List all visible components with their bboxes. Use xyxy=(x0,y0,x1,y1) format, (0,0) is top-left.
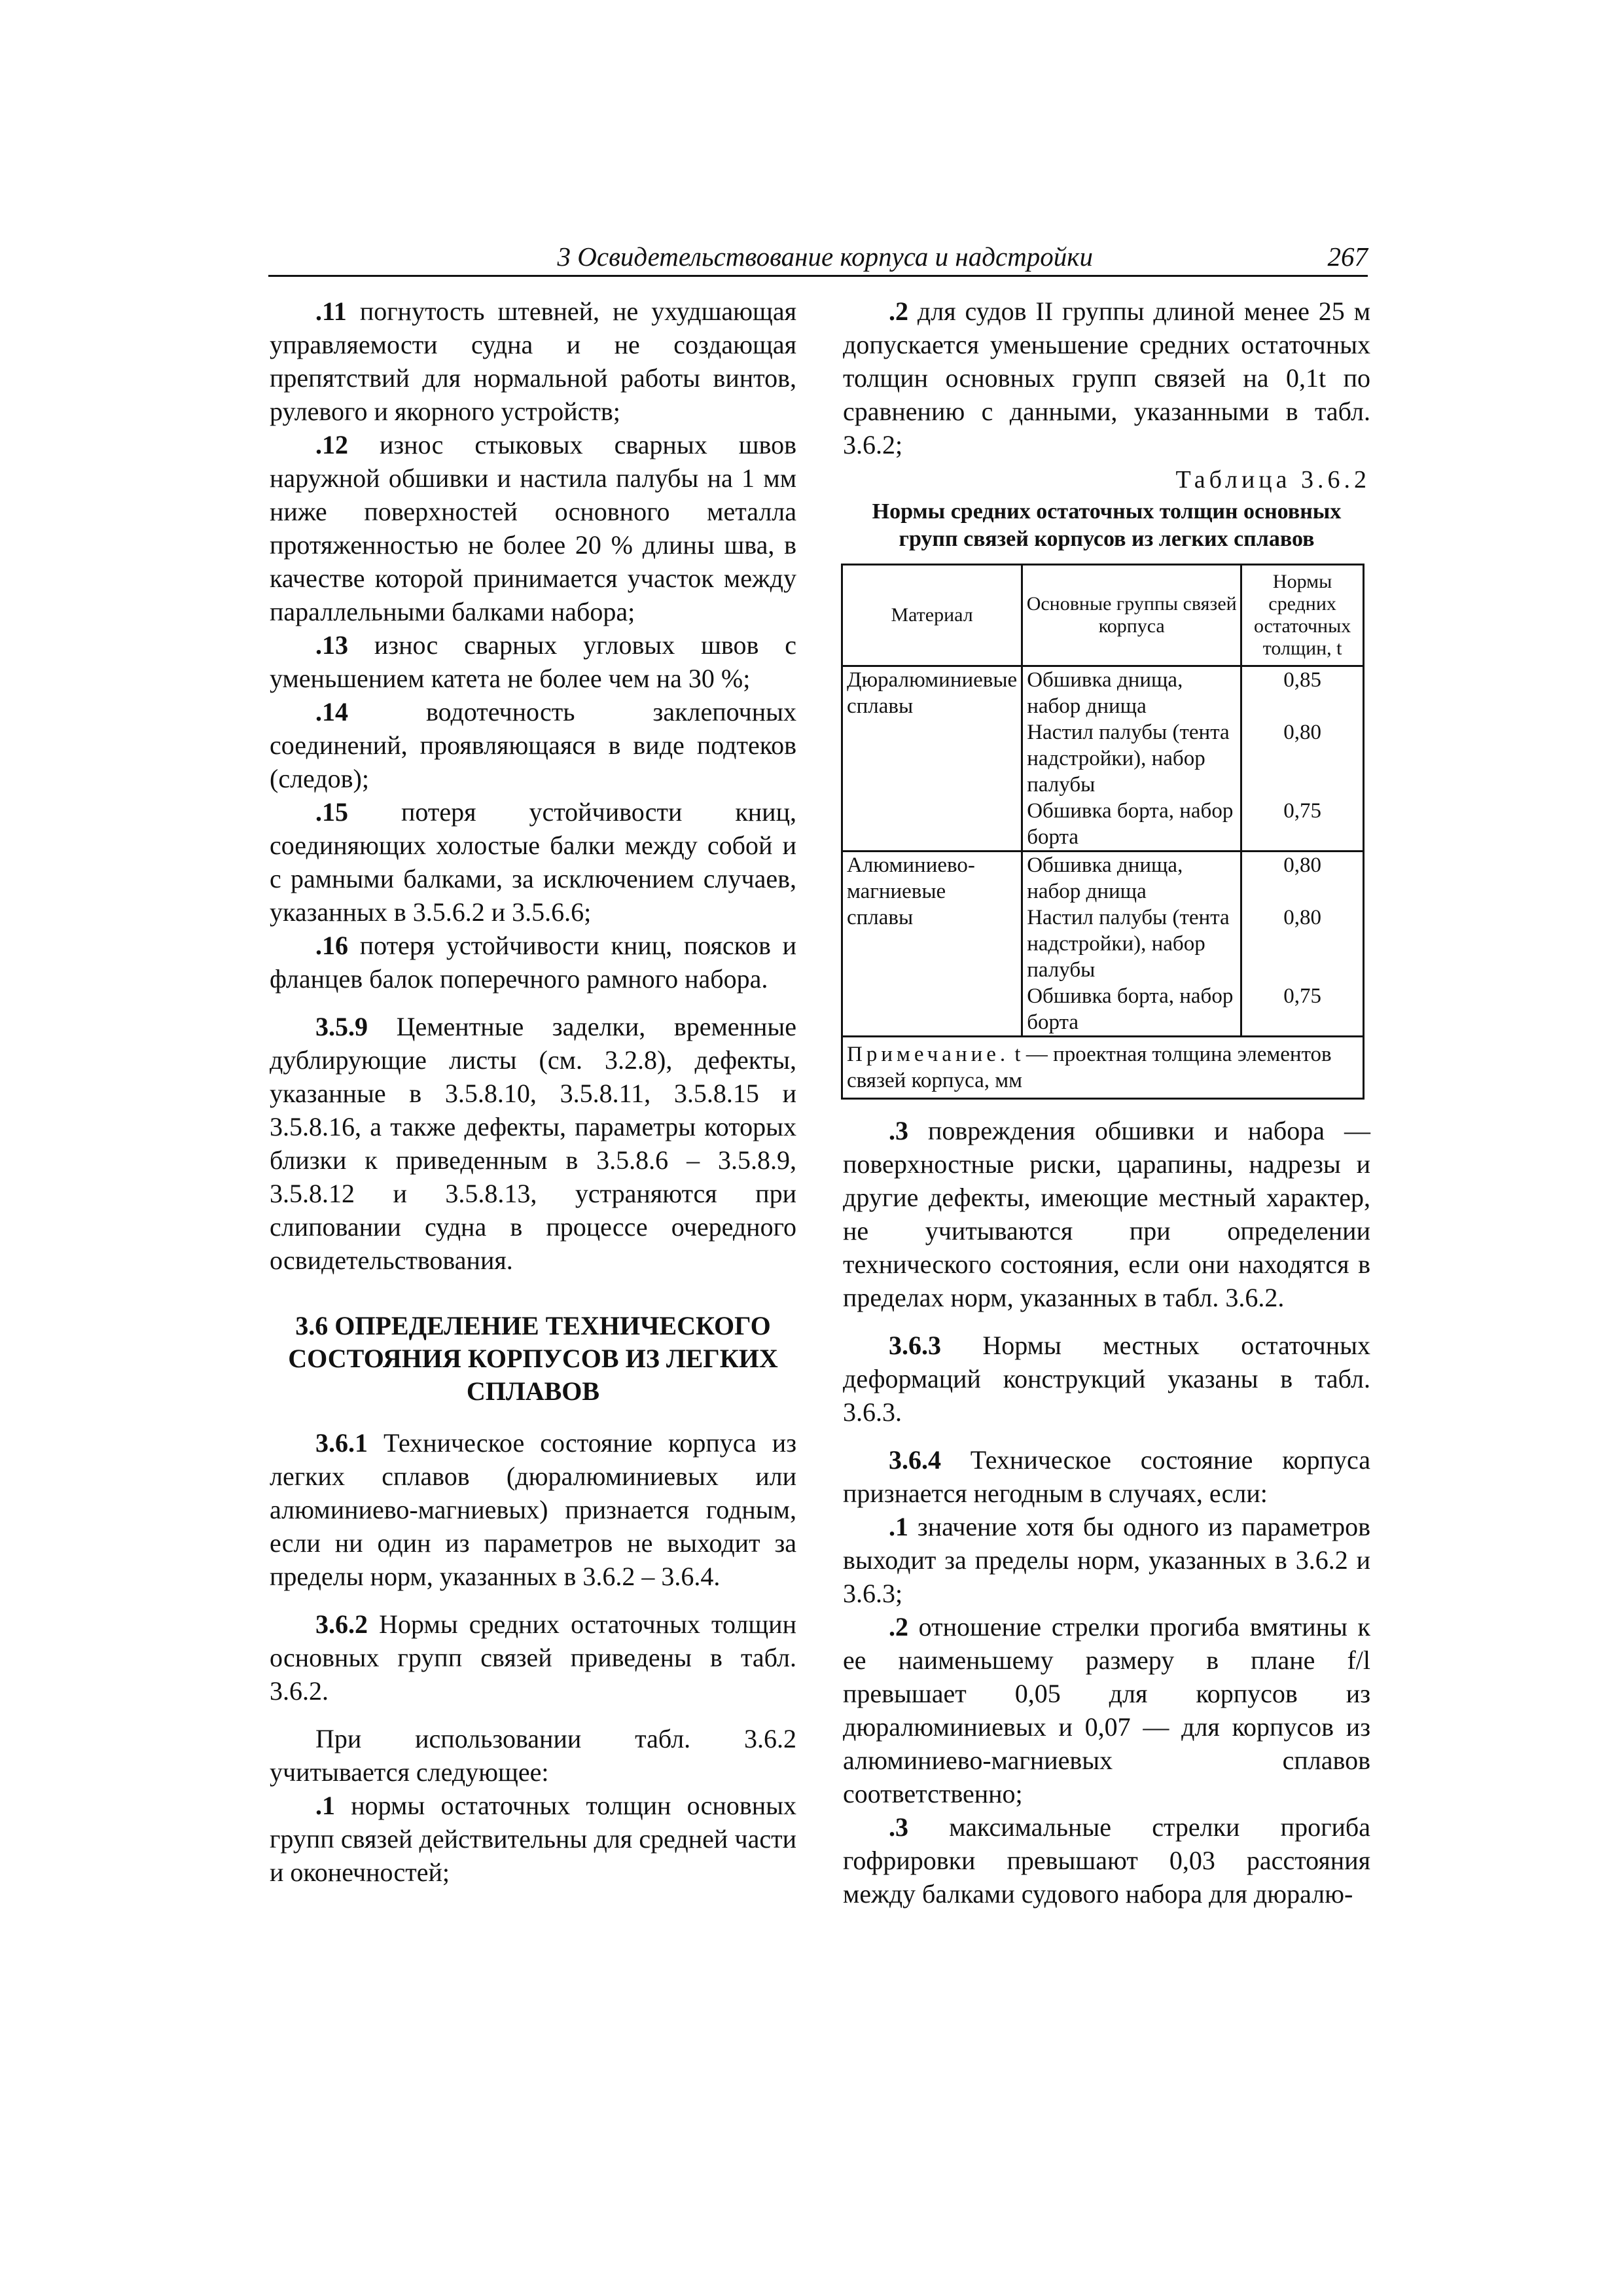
table-cell-group: Обшивка борта, набор борта xyxy=(1022,983,1241,1037)
paragraph xyxy=(270,1607,796,1708)
paragraph xyxy=(843,1114,1370,1314)
table-note-row xyxy=(842,1037,1364,1099)
item-text: потеря устойчивости книц, поясков и фланцев балок поперечного рамного набора. xyxy=(270,931,796,994)
paragraph xyxy=(843,1443,1370,1510)
item-number: .14 xyxy=(315,697,348,726)
table-note-text: t — проектная толщина элементов связей корпуса, мм xyxy=(847,1043,1332,1092)
paragraph xyxy=(270,1010,796,1277)
table-cell-group: Обшивка днища, набор днища xyxy=(1022,666,1241,720)
table-cell-material: Алюминиево-магниевые сплавы xyxy=(842,852,1022,1037)
item-number: .15 xyxy=(315,797,348,827)
table-note xyxy=(842,1037,1364,1099)
item-text: водотечность заклепочных соединений, проявляющаяся в виде подтеков (следов); xyxy=(270,697,796,793)
paragraph xyxy=(270,295,796,428)
left-column xyxy=(270,295,796,1889)
paragraph xyxy=(270,428,796,628)
item-text: износ стыковых сварных швов наружной обшивки и настила палубы на 1 мм ниже поверхностей основного металла протяженностью не более 20 % длины шва, в качестве которой принимается участок между параллельными балками набора; xyxy=(270,430,796,626)
item-text: отношение стрелки прогиба вмятины к ее наименьшему размеру в плане f/l превышает 0,05 для корпусов из дюралюминиевых и 0,07 — для корпусов из алюминиево-магниевых сплавов соответственно; xyxy=(843,1612,1370,1808)
item-text: нормы остаточных толщин основных групп связей действительны для средней части и оконечностей; xyxy=(270,1791,796,1887)
item-number: .2 xyxy=(889,1612,908,1641)
table-row xyxy=(842,666,1364,720)
item-text: повреждения обшивки и набора — поверхностные риски, царапины, надрезы и другие дефекты, имеющие местный характер, не учитываются при определении технического состояния, если они находятся в пределах норм, указанных в табл. 3.6.2. xyxy=(843,1116,1370,1312)
table-header-row xyxy=(842,565,1364,666)
table-cell-norm: 0,75 xyxy=(1241,983,1364,1037)
item-text: износ сварных угловых швов с уменьшением катета не более чем на 30 %; xyxy=(270,630,796,693)
paragraph xyxy=(843,1610,1370,1810)
item-number: .3 xyxy=(889,1116,908,1145)
table-cell-norm: 0,85 xyxy=(1241,666,1364,720)
clause-number: 3.6.3 xyxy=(889,1331,941,1360)
item-text: для судов II группы длиной менее 25 м допускается уменьшение средних остаточных толщин основных групп связей на 0,1t по сравнению с данными, указанными в табл. 3.6.2; xyxy=(843,296,1370,459)
item-number: .12 xyxy=(315,430,348,459)
table-title: Нормы средних остаточных толщин основных групп связей корпусов из легких сплавов xyxy=(872,499,1342,551)
clause-text: Нормы средних остаточных толщин основных групп связей приведены в табл. 3.6.2. xyxy=(270,1609,796,1706)
table-row xyxy=(842,852,1364,905)
paragraph xyxy=(270,929,796,996)
table-note-label: Примечание. xyxy=(847,1043,1010,1066)
table-cell-group: Обшивка борта, набор борта xyxy=(1022,798,1241,852)
item-number: .3 xyxy=(889,1812,908,1842)
running-header xyxy=(268,237,1368,277)
clause-number: 3.5.9 xyxy=(315,1012,368,1041)
table-cell-norm: 0,80 xyxy=(1241,905,1364,983)
paragraph xyxy=(270,795,796,929)
paragraph xyxy=(270,628,796,695)
table-cell-norm: 0,80 xyxy=(1241,852,1364,905)
item-number: .13 xyxy=(315,630,348,660)
table-cell-group: Настил палубы (тента надстройки), набор палубы xyxy=(1022,905,1241,983)
table-cell-norm: 0,75 xyxy=(1241,798,1364,852)
item-number: .2 xyxy=(889,296,908,326)
clause-text: Нормы местных остаточных деформаций конструкций указаны в табл. 3.6.3. xyxy=(843,1331,1370,1427)
right-column xyxy=(843,295,1370,1910)
item-number: .11 xyxy=(315,296,347,326)
item-text: значение хотя бы одного из параметров выходит за пределы норм, указанных в 3.6.2 и 3.6.3; xyxy=(843,1512,1370,1608)
paragraph xyxy=(270,1426,796,1593)
clause-number: 3.6.4 xyxy=(889,1445,941,1475)
running-title: 3 Освидетельствование корпуса и надстройки xyxy=(557,242,1093,272)
table-cell-norm: 0,80 xyxy=(1241,719,1364,798)
item-number: .16 xyxy=(315,931,348,960)
clause-text: Техническое состояние корпуса из легких сплавов (дюралюминиевых или алюминиево-магниевых) признается годным, если ни один из параметров не выходит за пределы норм, указанных в 3.6.2 – 3.6.4. xyxy=(270,1428,796,1591)
item-text: погнутость штевней, не ухудшающая управляемости судна и не создающая препятствий для нормальной работы винтов, рулевого и якорного устройств; xyxy=(270,296,796,426)
paragraph xyxy=(843,1810,1370,1910)
page-number: 267 xyxy=(1327,242,1368,272)
paragraph: При использовании табл. 3.6.2 учитывается следующее: xyxy=(270,1724,796,1787)
paragraph xyxy=(270,695,796,795)
table-header: Основные группы связей корпуса xyxy=(1022,565,1241,666)
paragraph xyxy=(843,295,1370,461)
item-text: максимальные стрелки прогиба гофрировки превышают 0,03 расстояния между балками судового набора для дюралю- xyxy=(843,1812,1370,1909)
item-number: .1 xyxy=(889,1512,908,1541)
table-header: Нормы средних остаточных толщин, t xyxy=(1241,565,1364,666)
paragraph xyxy=(843,1510,1370,1610)
table-header: Материал xyxy=(842,565,1022,666)
clause-number: 3.6.1 xyxy=(315,1428,368,1458)
item-text: потеря устойчивости книц, соединяющих холостые балки между собой и с рамными балками, за исключением случаев, указанных в 3.5.6.2 и 3.5.6.6; xyxy=(270,797,796,927)
table-caption: Таблица 3.6.2 xyxy=(1175,466,1370,493)
paragraph xyxy=(843,1329,1370,1429)
item-number: .1 xyxy=(315,1791,335,1820)
table-cell-group: Обшивка днища, набор днища xyxy=(1022,852,1241,905)
clause-text: Цементные заделки, временные дублирующие листы (см. 3.2.8), дефекты, указанные в 3.5.8.10, 3.5.8.11, 3.5.8.15 и 3.5.8.16, а также дефекты, параметры которых близки к приведенным в 3.5.8.6 – 3.5.8.9, 3.5.8.12 и 3.5.8.13, устраняются при слиповании судна в процессе очередного освидетельствования. xyxy=(270,1012,796,1275)
table-cell-group: Настил палубы (тента надстройки), набор палубы xyxy=(1022,719,1241,798)
paragraph xyxy=(270,1789,796,1889)
clause-text: Техническое состояние корпуса признается негодным в случаях, если: xyxy=(843,1445,1370,1508)
clause-number: 3.6.2 xyxy=(315,1609,368,1639)
table-cell-material: Дюралюминиевые сплавы xyxy=(842,666,1022,852)
section-heading: 3.6 ОПРЕДЕЛЕНИЕ ТЕХНИЧЕСКОГО СОСТОЯНИЯ КОРПУСОВ ИЗ ЛЕГКИХ СПЛАВОВ xyxy=(288,1311,778,1406)
norms-table xyxy=(841,564,1364,1100)
